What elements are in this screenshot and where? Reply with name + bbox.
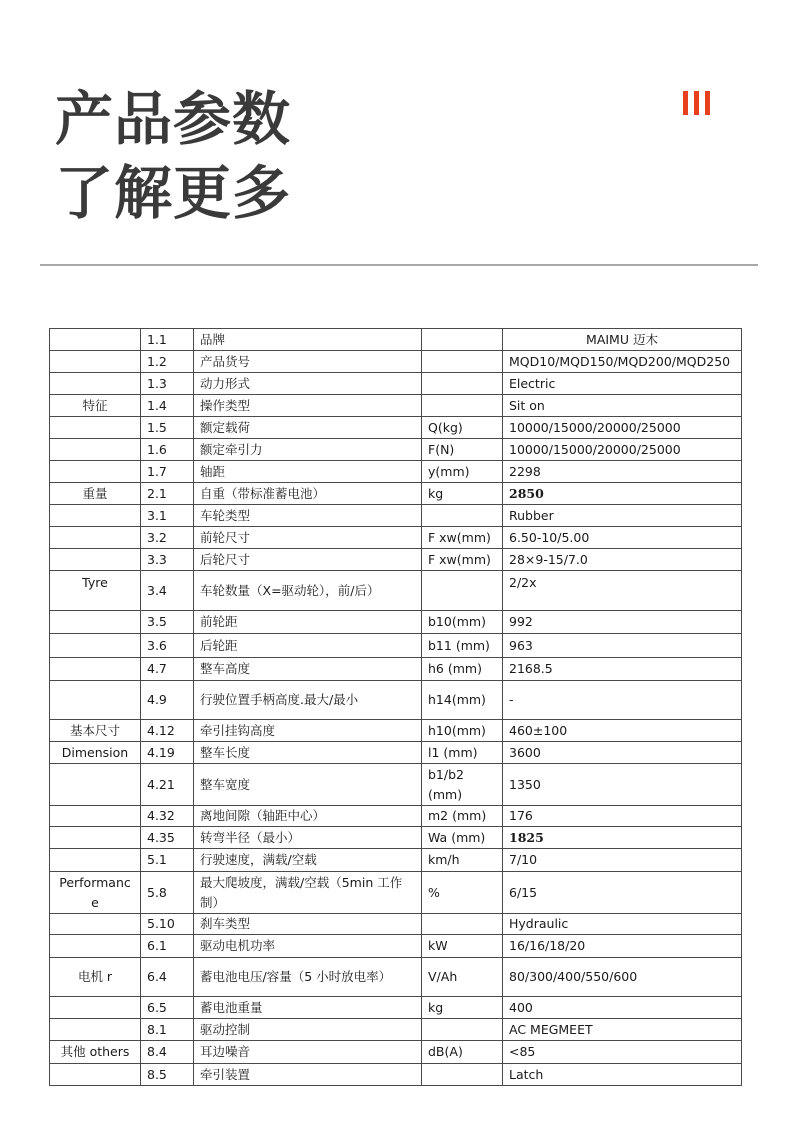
category-label: 电机 r [50, 958, 141, 997]
param-value: 2298 [503, 461, 742, 483]
param-unit: h6 (mm) [422, 658, 503, 681]
table-row [50, 720, 742, 742]
param-name: 操作类型 [194, 395, 422, 417]
category-cell [50, 914, 141, 935]
table-row [50, 742, 742, 764]
param-value: 2/2x [503, 571, 742, 611]
param-name: 最大爬坡度，满载/空载（5min 工作制） [194, 872, 422, 914]
param-unit: b10(mm) [422, 611, 503, 634]
param-unit: F xw(mm) [422, 527, 503, 549]
category-cell [50, 997, 141, 1019]
row-number: 1.6 [141, 439, 194, 461]
row-number: 3.4 [141, 571, 194, 611]
category-label: 重量 [50, 483, 141, 505]
param-value: 10000/15000/20000/25000 [503, 417, 742, 439]
row-number: 3.2 [141, 527, 194, 549]
param-unit: h10(mm) [422, 720, 503, 742]
param-value: Hydraulic [503, 914, 742, 935]
param-name: 产品货号 [194, 351, 422, 373]
param-name: 耳边噪音 [194, 1041, 422, 1064]
param-value: 80/300/400/550/600 [503, 958, 742, 997]
category-cell [50, 505, 141, 527]
row-number: 6.5 [141, 997, 194, 1019]
param-name: 刹车类型 [194, 914, 422, 935]
row-number: 8.1 [141, 1019, 194, 1041]
table-row [50, 658, 742, 681]
table-row [50, 849, 742, 872]
param-value: 2850 [503, 483, 742, 505]
row-number: 6.4 [141, 958, 194, 997]
table-row [50, 1041, 742, 1064]
row-number: 3.1 [141, 505, 194, 527]
param-unit: F(N) [422, 439, 503, 461]
page-title [55, 82, 291, 230]
row-number: 4.32 [141, 806, 194, 827]
accent-bar [705, 91, 710, 115]
row-number: 2.1 [141, 483, 194, 505]
param-name: 驱动控制 [194, 1019, 422, 1041]
param-unit: km/h [422, 849, 503, 872]
row-number: 1.1 [141, 329, 194, 351]
param-unit: kg [422, 483, 503, 505]
param-unit: kg [422, 997, 503, 1019]
param-unit [422, 395, 503, 417]
row-number: 3.3 [141, 549, 194, 571]
category-cell [50, 461, 141, 483]
param-value: 1350 [503, 764, 742, 806]
param-name: 后轮尺寸 [194, 549, 422, 571]
table-row [50, 417, 742, 439]
param-unit: dB(A) [422, 1041, 503, 1064]
param-name: 车轮类型 [194, 505, 422, 527]
param-value: Latch [503, 1064, 742, 1086]
category-cell [50, 658, 141, 681]
param-name: 整车宽度 [194, 764, 422, 806]
row-number: 5.1 [141, 849, 194, 872]
category-label: 基本尺寸 [50, 720, 141, 742]
row-number: 3.5 [141, 611, 194, 634]
param-unit [422, 1019, 503, 1041]
param-unit [422, 505, 503, 527]
param-unit [422, 1064, 503, 1086]
table-row [50, 764, 742, 806]
param-name: 额定载荷 [194, 417, 422, 439]
category-cell [50, 549, 141, 571]
table-row [50, 611, 742, 634]
param-unit: Wa (mm) [422, 827, 503, 849]
category-label: Tyre [50, 571, 141, 611]
param-unit: F xw(mm) [422, 549, 503, 571]
param-unit [422, 373, 503, 395]
category-cell [50, 351, 141, 373]
row-number: 4.35 [141, 827, 194, 849]
param-unit [422, 351, 503, 373]
param-name: 离地间隙（轴距中心） [194, 806, 422, 827]
category-cell [50, 806, 141, 827]
param-value: Sit on [503, 395, 742, 417]
param-unit: m2 (mm) [422, 806, 503, 827]
row-number: 1.7 [141, 461, 194, 483]
param-name: 行驶位置手柄高度.最大/最小 [194, 681, 422, 720]
accent-bar [694, 91, 699, 115]
param-value: 2168.5 [503, 658, 742, 681]
param-name: 蓄电池重量 [194, 997, 422, 1019]
table-row [50, 373, 742, 395]
table-row [50, 958, 742, 997]
row-number: 4.7 [141, 658, 194, 681]
param-name: 牵引装置 [194, 1064, 422, 1086]
row-number: 1.4 [141, 395, 194, 417]
row-number: 3.6 [141, 634, 194, 658]
param-unit: l1 (mm) [422, 742, 503, 764]
param-name: 整车高度 [194, 658, 422, 681]
table-row [50, 914, 742, 935]
param-name: 额定牵引力 [194, 439, 422, 461]
table-row [50, 527, 742, 549]
row-number: 1.3 [141, 373, 194, 395]
category-cell [50, 373, 141, 395]
row-number: 4.12 [141, 720, 194, 742]
table-row [50, 505, 742, 527]
param-value: MQD10/MQD150/MQD200/MQD250 [503, 351, 742, 373]
param-name: 品牌 [194, 329, 422, 351]
category-label: Performance [50, 872, 141, 914]
category-cell [50, 329, 141, 351]
param-unit: h14(mm) [422, 681, 503, 720]
param-value: 28×9-15/7.0 [503, 549, 742, 571]
param-value: 963 [503, 634, 742, 658]
param-unit: kW [422, 935, 503, 958]
param-unit: V/Ah [422, 958, 503, 997]
category-cell [50, 1019, 141, 1041]
param-name: 动力形式 [194, 373, 422, 395]
param-unit [422, 329, 503, 351]
category-cell [50, 827, 141, 849]
param-value: 3600 [503, 742, 742, 764]
param-value: 176 [503, 806, 742, 827]
param-value: 16/16/18/20 [503, 935, 742, 958]
row-number: 5.10 [141, 914, 194, 935]
param-value: Electric [503, 373, 742, 395]
row-number: 5.8 [141, 872, 194, 914]
category-cell [50, 681, 141, 720]
title-line-2: 了解更多 [55, 159, 292, 227]
table-row [50, 351, 742, 373]
accent-bars-decoration [683, 91, 710, 115]
category-label: 其他 others [50, 1041, 141, 1064]
category-cell [50, 1064, 141, 1086]
category-cell [50, 935, 141, 958]
param-value: - [503, 681, 742, 720]
spec-table [49, 328, 742, 1086]
row-number: 1.5 [141, 417, 194, 439]
table-row [50, 1019, 742, 1041]
row-number: 6.1 [141, 935, 194, 958]
divider-line [40, 264, 758, 266]
param-unit: Q(kg) [422, 417, 503, 439]
param-value: AC MEGMEET [503, 1019, 742, 1041]
table-row [50, 935, 742, 958]
category-label: Dimension [50, 742, 141, 764]
category-label: 特征 [50, 395, 141, 417]
param-name: 行驶速度，满载/空载 [194, 849, 422, 872]
param-unit: y(mm) [422, 461, 503, 483]
row-number: 1.2 [141, 351, 194, 373]
param-name: 整车长度 [194, 742, 422, 764]
row-number: 4.9 [141, 681, 194, 720]
param-name: 轴距 [194, 461, 422, 483]
param-name: 转弯半径（最小） [194, 827, 422, 849]
table-row [50, 634, 742, 658]
param-name: 牵引挂钩高度 [194, 720, 422, 742]
param-unit: % [422, 872, 503, 914]
accent-bar [683, 91, 688, 115]
table-row [50, 681, 742, 720]
table-row [50, 549, 742, 571]
table-row [50, 329, 742, 351]
category-cell [50, 634, 141, 658]
param-unit [422, 571, 503, 611]
table-row [50, 483, 742, 505]
row-number: 4.21 [141, 764, 194, 806]
table-row [50, 439, 742, 461]
row-number: 8.4 [141, 1041, 194, 1064]
param-value: 6.50-10/5.00 [503, 527, 742, 549]
table-row [50, 395, 742, 417]
param-name: 自重（带标准蓄电池） [194, 483, 422, 505]
category-cell [50, 764, 141, 806]
param-value: 10000/15000/20000/25000 [503, 439, 742, 461]
param-name: 前轮距 [194, 611, 422, 634]
table-row [50, 827, 742, 849]
category-cell [50, 849, 141, 872]
param-name: 驱动电机功率 [194, 935, 422, 958]
category-cell [50, 527, 141, 549]
param-unit: b1/b2 (mm) [422, 764, 503, 806]
param-name: 蓄电池电压/容量（5 小时放电率） [194, 958, 422, 997]
param-value: <85 [503, 1041, 742, 1064]
param-unit [422, 914, 503, 935]
param-value: 400 [503, 997, 742, 1019]
table-row [50, 461, 742, 483]
param-name: 后轮距 [194, 634, 422, 658]
param-name: 前轮尺寸 [194, 527, 422, 549]
table-row [50, 872, 742, 914]
param-name: 车轮数量（X=驱动轮），前/后） [194, 571, 422, 611]
table-row [50, 997, 742, 1019]
param-unit: b11 (mm) [422, 634, 503, 658]
param-value: Rubber [503, 505, 742, 527]
row-number: 4.19 [141, 742, 194, 764]
table-row [50, 571, 742, 611]
table-row [50, 806, 742, 827]
param-value: MAIMU 迈木 [503, 329, 742, 351]
param-value: 992 [503, 611, 742, 634]
category-cell [50, 439, 141, 461]
category-cell [50, 611, 141, 634]
title-line-1: 产品参数 [55, 85, 292, 153]
row-number: 8.5 [141, 1064, 194, 1086]
param-value: 6/15 [503, 872, 742, 914]
param-value: 7/10 [503, 849, 742, 872]
table-row [50, 1064, 742, 1086]
category-cell [50, 417, 141, 439]
param-value: 1825 [503, 827, 742, 849]
param-value: 460±100 [503, 720, 742, 742]
